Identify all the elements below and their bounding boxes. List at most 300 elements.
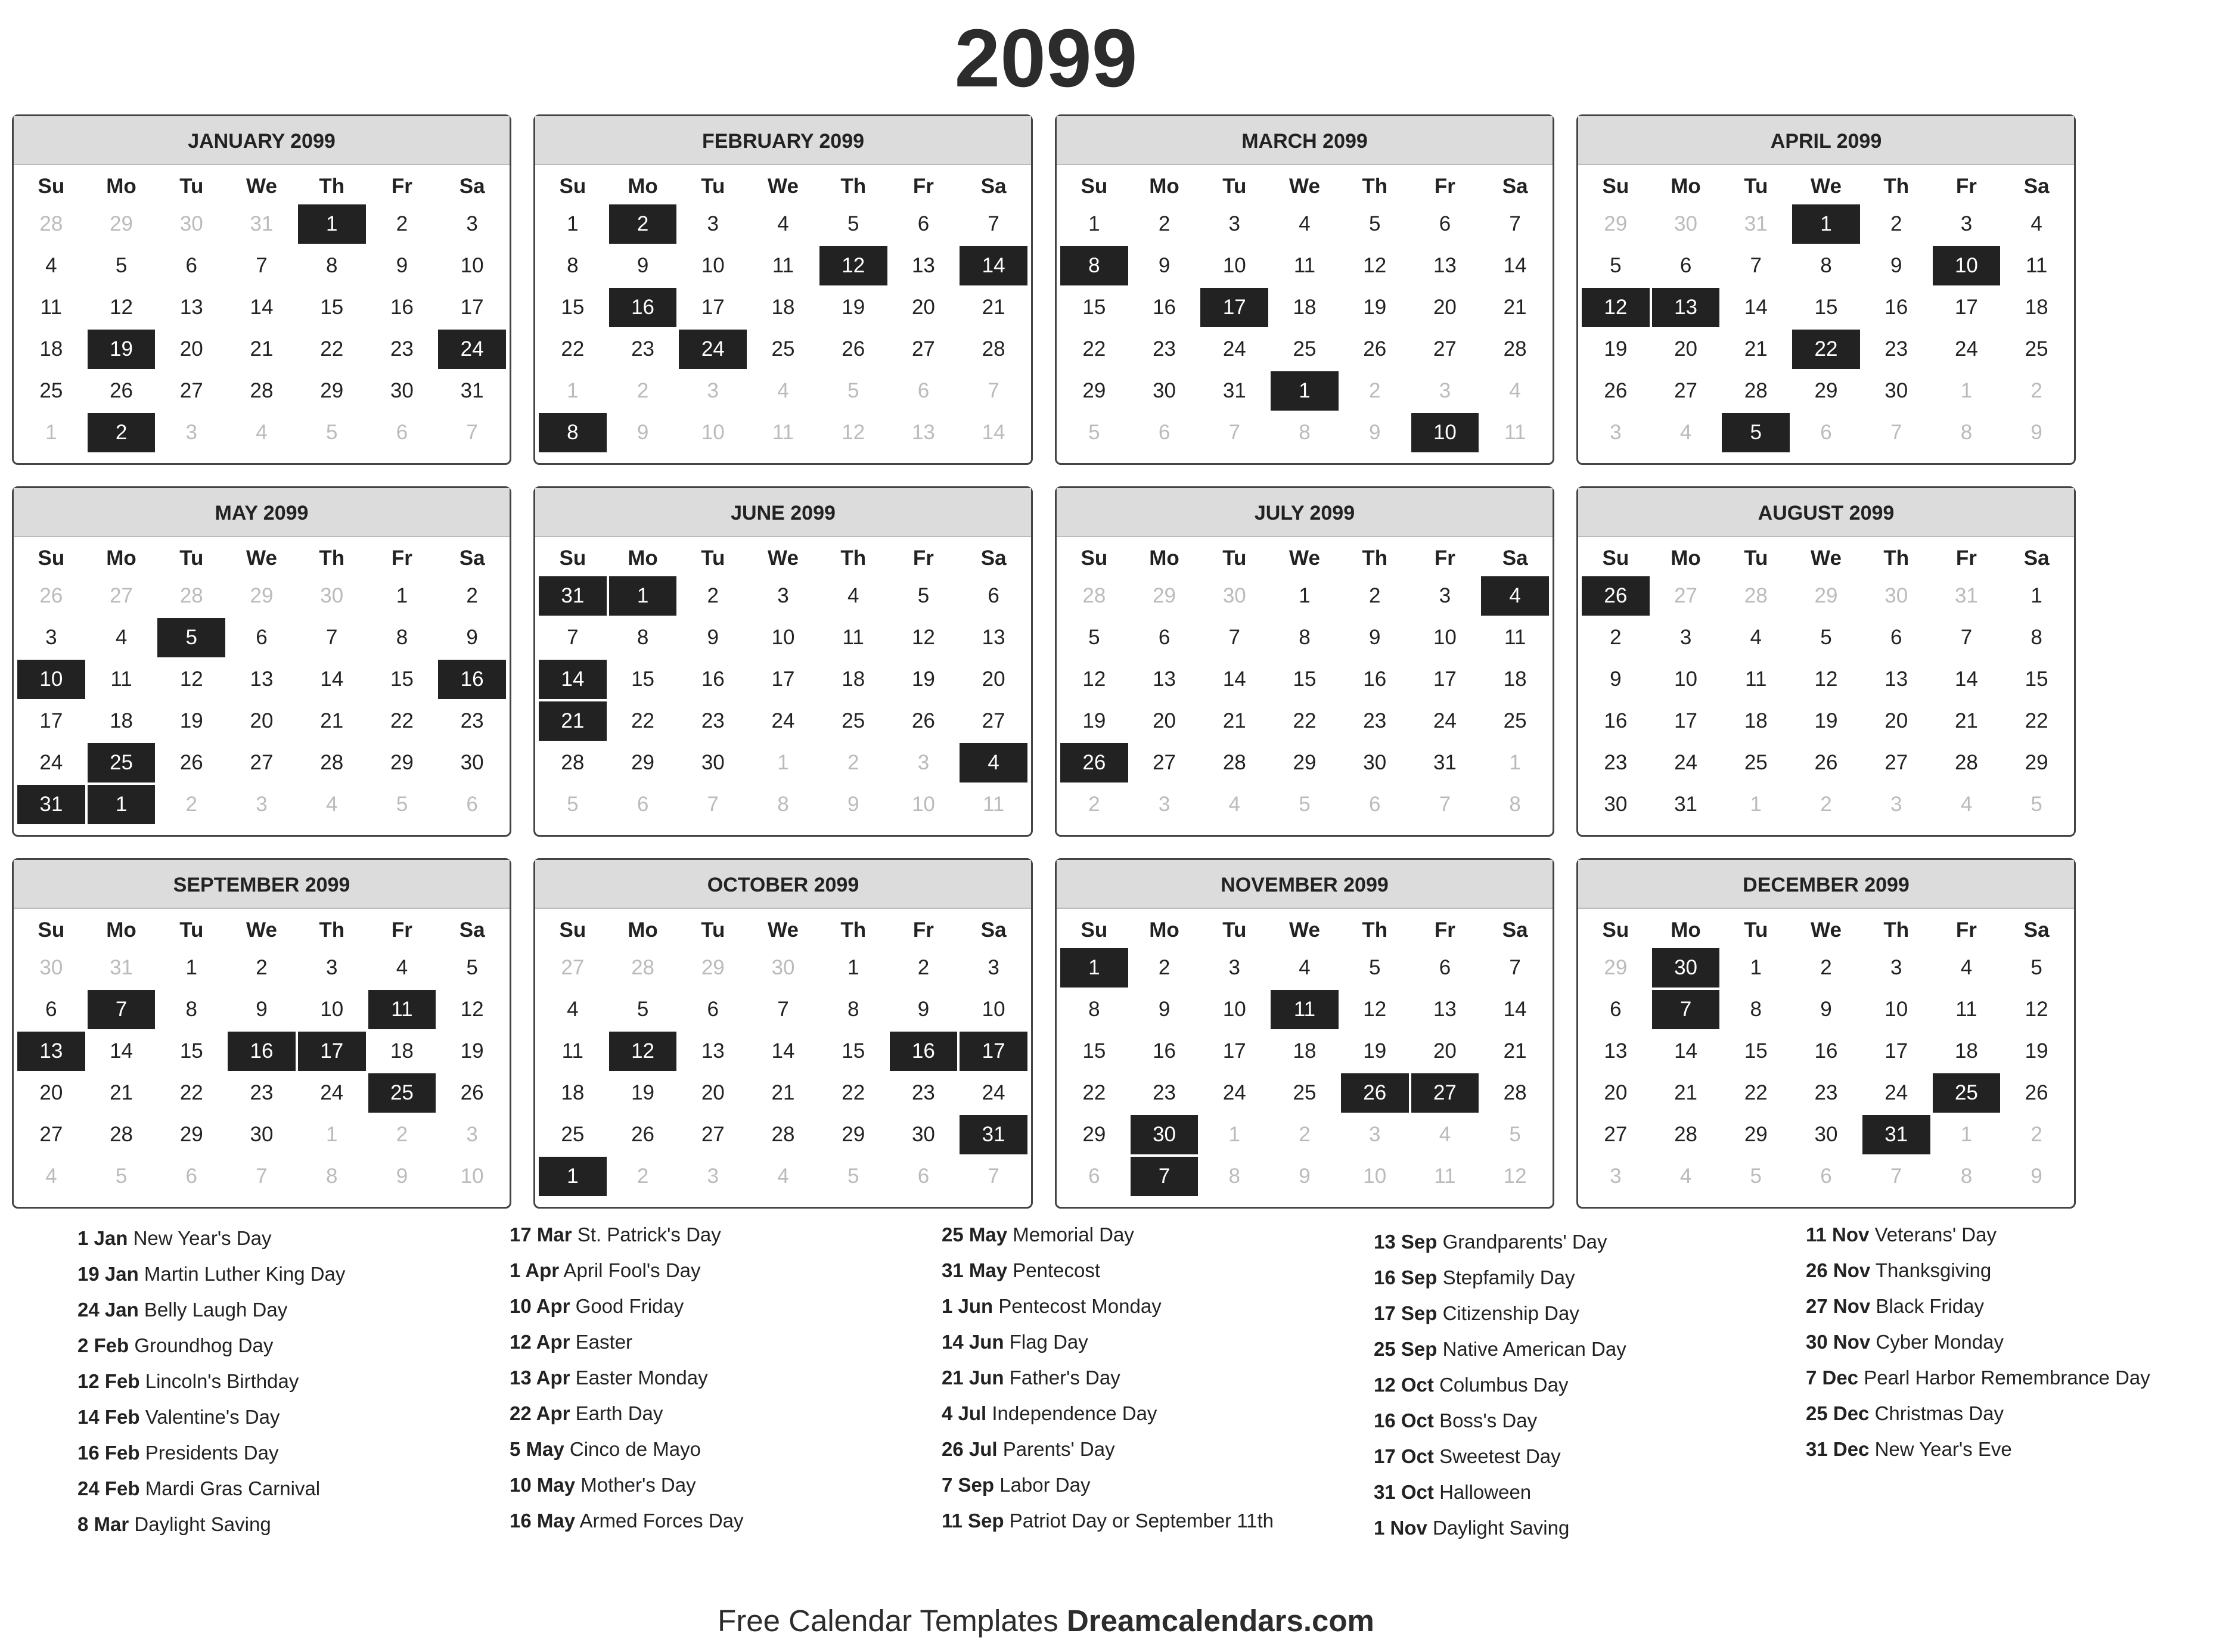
day-cell: 21	[298, 701, 366, 741]
day-cell: 20	[1411, 1032, 1479, 1071]
adjacent-day-cell: 4	[1481, 371, 1549, 411]
day-cell: 10	[1200, 990, 1268, 1029]
weekday-label: Sa	[2023, 175, 2050, 198]
day-cell: 7	[1481, 948, 1549, 988]
day-cell: 10	[749, 618, 817, 657]
holiday-day-cell: 26	[1341, 1073, 1409, 1113]
holiday-item	[1806, 1366, 2223, 1390]
day-cell: 11	[2002, 246, 2070, 285]
holiday-day-cell: 25	[368, 1073, 436, 1113]
day-cell: 20	[157, 330, 225, 369]
day-cell: 7	[228, 246, 296, 285]
adjacent-day-cell: 1	[1933, 371, 2001, 411]
holiday-date: 1 Jun	[942, 1295, 993, 1317]
adjacent-day-cell: 9	[2002, 413, 2070, 452]
weekday-label: Tu	[701, 918, 725, 942]
adjacent-day-cell: 3	[1862, 785, 1930, 824]
day-cell: 30	[368, 371, 436, 411]
day-cell: 11	[1481, 618, 1549, 657]
day-cell: 1	[2002, 576, 2070, 616]
day-cell: 28	[298, 743, 366, 782]
holiday-item	[77, 1298, 495, 1322]
day-cell: 9	[609, 246, 677, 285]
day-cell: 10	[1652, 660, 1720, 699]
holiday-day-cell: 13	[1652, 288, 1720, 327]
day-cell: 9	[1131, 246, 1199, 285]
day-cell: 19	[819, 288, 887, 327]
weekday-label: Th	[319, 918, 345, 942]
day-cell: 29	[1722, 1115, 1790, 1154]
day-cell: 2	[438, 576, 506, 616]
day-cell: 10	[1200, 246, 1268, 285]
day-cell: 25	[1481, 701, 1549, 741]
adjacent-day-cell: 1	[298, 1115, 366, 1154]
holiday-date: 11 Nov	[1806, 1224, 1870, 1246]
day-cell: 8	[298, 246, 366, 285]
day-cell: 1	[1271, 576, 1339, 616]
day-cell: 10	[438, 246, 506, 285]
day-cell: 27	[1862, 743, 1930, 782]
day-cell: 29	[1792, 371, 1860, 411]
day-cell: 23	[228, 1073, 296, 1113]
day-cell: 28	[1200, 743, 1268, 782]
day-cell: 23	[1131, 1073, 1199, 1113]
day-cell: 12	[157, 660, 225, 699]
day-cell: 27	[228, 743, 296, 782]
day-cell: 28	[960, 330, 1027, 369]
holiday-item	[1374, 1516, 1791, 1540]
holiday-name: Lincoln's Birthday	[145, 1370, 299, 1392]
day-cell: 4	[1722, 618, 1790, 657]
holiday-day-cell: 16	[438, 660, 506, 699]
day-cell: 24	[17, 743, 85, 782]
adjacent-day-cell: 1	[1481, 743, 1549, 782]
day-cell: 26	[890, 701, 958, 741]
day-cell: 20	[1131, 701, 1199, 741]
day-cell: 27	[1652, 371, 1720, 411]
adjacent-day-cell: 10	[890, 785, 958, 824]
adjacent-day-cell: 30	[1652, 204, 1720, 244]
adjacent-day-cell: 4	[1411, 1115, 1479, 1154]
day-cell: 3	[1933, 204, 2001, 244]
day-cell: 17	[1200, 1032, 1268, 1071]
day-cell: 4	[819, 576, 887, 616]
day-cell: 13	[1862, 660, 1930, 699]
weekday-label: Fr	[1434, 918, 1455, 942]
day-cell: 4	[17, 246, 85, 285]
adjacent-day-cell: 6	[609, 785, 677, 824]
holiday-day-cell: 8	[539, 413, 607, 452]
day-cell: 9	[438, 618, 506, 657]
adjacent-day-cell: 4	[1652, 1157, 1720, 1196]
day-cell: 1	[1722, 948, 1790, 988]
day-cell: 11	[1271, 246, 1339, 285]
adjacent-day-cell: 5	[88, 1157, 156, 1196]
holiday-date: 16 Feb	[77, 1442, 140, 1464]
holiday-item	[1806, 1330, 2223, 1354]
holiday-column	[510, 1223, 927, 1545]
adjacent-day-cell: 7	[960, 371, 1027, 411]
holiday-column	[1374, 1230, 1791, 1552]
holiday-day-cell: 7	[1652, 990, 1720, 1029]
adjacent-day-cell: 1	[539, 371, 607, 411]
adjacent-day-cell: 28	[1722, 576, 1790, 616]
adjacent-day-cell: 7	[960, 1157, 1027, 1196]
weekday-label: Fr	[1434, 546, 1455, 570]
weekday-label: Mo	[1671, 918, 1701, 942]
holiday-day-cell: 17	[1200, 288, 1268, 327]
day-cell: 6	[1582, 990, 1650, 1029]
day-cell: 7	[298, 618, 366, 657]
adjacent-day-cell: 1	[1933, 1115, 2001, 1154]
day-cell: 15	[609, 660, 677, 699]
day-cell: 23	[1862, 330, 1930, 369]
day-cell: 15	[298, 288, 366, 327]
adjacent-day-cell: 3	[1341, 1115, 1409, 1154]
holiday-date: 26 Nov	[1806, 1259, 1871, 1281]
holiday-item	[942, 1473, 1359, 1497]
weekday-label: Sa	[1502, 918, 1528, 942]
day-cell: 5	[609, 990, 677, 1029]
day-cell: 20	[1652, 330, 1720, 369]
holiday-name: Memorial Day	[1013, 1224, 1134, 1246]
month-grid	[1578, 537, 2074, 825]
holiday-day-cell: 24	[438, 330, 506, 369]
adjacent-day-cell: 30	[157, 204, 225, 244]
day-cell: 18	[749, 288, 817, 327]
holiday-name: April Fool's Day	[563, 1259, 701, 1281]
holiday-date: 12 Oct	[1374, 1374, 1434, 1396]
weekday-label: Su	[559, 175, 586, 198]
day-cell: 16	[1131, 288, 1199, 327]
day-cell: 29	[819, 1115, 887, 1154]
holiday-name: Boss's Day	[1439, 1409, 1538, 1431]
footer-prefix: Free Calendar Templates	[718, 1604, 1067, 1638]
day-cell: 28	[88, 1115, 156, 1154]
month-grid	[1057, 909, 1553, 1197]
holiday-day-cell: 25	[88, 743, 156, 782]
holiday-item	[77, 1226, 495, 1250]
day-cell: 18	[368, 1032, 436, 1071]
day-cell: 26	[1582, 371, 1650, 411]
day-cell: 6	[679, 990, 747, 1029]
day-cell: 25	[17, 371, 85, 411]
day-cell: 7	[960, 204, 1027, 244]
day-cell: 12	[890, 618, 958, 657]
adjacent-day-cell: 7	[438, 413, 506, 452]
adjacent-day-cell: 2	[2002, 1115, 2070, 1154]
weekday-label: We	[768, 546, 799, 570]
adjacent-day-cell: 3	[1411, 371, 1479, 411]
holiday-date: 13 Sep	[1374, 1231, 1438, 1253]
weekday-label: Sa	[459, 546, 485, 570]
holiday-day-cell: 14	[539, 660, 607, 699]
day-cell: 31	[1411, 743, 1479, 782]
holiday-date: 1 Nov	[1374, 1517, 1427, 1539]
day-cell: 14	[88, 1032, 156, 1071]
day-cell: 10	[1862, 990, 1930, 1029]
day-cell: 12	[438, 990, 506, 1029]
weekday-label: Su	[38, 546, 65, 570]
month-grid	[1578, 909, 2074, 1197]
holiday-day-cell: 19	[88, 330, 156, 369]
holiday-date: 4 Jul	[942, 1402, 987, 1424]
holiday-date: 25 Dec	[1806, 1402, 1870, 1424]
month-grid	[1578, 165, 2074, 454]
month-title: SEPTEMBER 2099	[14, 860, 510, 909]
holiday-name: Cyber Monday	[1876, 1331, 2004, 1353]
day-cell: 4	[368, 948, 436, 988]
weekday-label: We	[246, 546, 277, 570]
weekday-label: Tu	[1222, 918, 1247, 942]
adjacent-day-cell: 1	[749, 743, 817, 782]
adjacent-day-cell: 1	[17, 413, 85, 452]
holiday-item	[77, 1441, 495, 1465]
holiday-date: 7 Dec	[1806, 1367, 1859, 1389]
day-cell: 2	[1582, 618, 1650, 657]
adjacent-day-cell: 8	[1933, 413, 2001, 452]
month-grid	[14, 909, 510, 1197]
adjacent-day-cell: 29	[1582, 948, 1650, 988]
weekday-label: Fr	[1955, 546, 1977, 570]
day-cell: 5	[88, 246, 156, 285]
holiday-name: Halloween	[1439, 1481, 1532, 1503]
weekday-label: Mo	[1671, 175, 1701, 198]
day-cell: 19	[609, 1073, 677, 1113]
day-cell: 15	[1271, 660, 1339, 699]
day-cell: 27	[1411, 330, 1479, 369]
day-cell: 21	[1200, 701, 1268, 741]
day-cell: 22	[609, 701, 677, 741]
day-cell: 22	[1060, 1073, 1128, 1113]
day-cell: 7	[1200, 618, 1268, 657]
holiday-day-cell: 4	[960, 743, 1027, 782]
day-cell: 17	[1933, 288, 2001, 327]
day-cell: 13	[1411, 990, 1479, 1029]
holiday-name: Pentecost	[1013, 1259, 1101, 1281]
holiday-day-cell: 22	[1792, 330, 1860, 369]
holiday-item	[1806, 1402, 2223, 1426]
weekday-label: Su	[1081, 175, 1108, 198]
adjacent-day-cell: 2	[819, 743, 887, 782]
weekday-label: Su	[1602, 546, 1629, 570]
day-cell: 29	[609, 743, 677, 782]
weekday-label: Tu	[1222, 546, 1247, 570]
weekday-label: Mo	[106, 546, 136, 570]
holiday-item	[77, 1405, 495, 1429]
adjacent-day-cell: 8	[1481, 785, 1549, 824]
weekday-label: Fr	[912, 546, 934, 570]
weekday-label: Tu	[1744, 175, 1768, 198]
holiday-item	[942, 1509, 1359, 1533]
weekday-label: Mo	[106, 175, 136, 198]
weekday-label: Th	[319, 175, 345, 198]
holiday-name: New Year's Day	[133, 1227, 272, 1249]
weekday-label: We	[246, 918, 277, 942]
adjacent-day-cell: 11	[1411, 1157, 1479, 1196]
holiday-date: 13 Apr	[510, 1367, 570, 1389]
weekday-label: Tu	[1744, 918, 1768, 942]
weekday-label: Mo	[628, 175, 658, 198]
holiday-day-cell: 7	[88, 990, 156, 1029]
holiday-item	[510, 1473, 927, 1497]
day-cell: 16	[368, 288, 436, 327]
weekday-label: Mo	[1671, 546, 1701, 570]
holiday-item	[510, 1330, 927, 1354]
day-cell: 4	[88, 618, 156, 657]
weekday-label: Sa	[2023, 918, 2050, 942]
adjacent-day-cell: 2	[157, 785, 225, 824]
holiday-item	[510, 1223, 927, 1247]
day-cell: 30	[1792, 1115, 1860, 1154]
day-cell: 11	[88, 660, 156, 699]
weekday-label: Sa	[459, 175, 485, 198]
day-cell: 8	[1271, 618, 1339, 657]
weekday-label: Fr	[391, 918, 412, 942]
adjacent-day-cell: 10	[1341, 1157, 1409, 1196]
adjacent-day-cell: 4	[1933, 785, 2001, 824]
holiday-day-cell: 1	[298, 204, 366, 244]
day-cell: 25	[819, 701, 887, 741]
holiday-item	[77, 1370, 495, 1393]
holiday-day-cell: 27	[1411, 1073, 1479, 1113]
day-cell: 7	[749, 990, 817, 1029]
day-cell: 9	[890, 990, 958, 1029]
day-cell: 26	[1341, 330, 1409, 369]
adjacent-day-cell: 28	[157, 576, 225, 616]
day-cell: 29	[1060, 371, 1128, 411]
holiday-item	[510, 1259, 927, 1283]
adjacent-day-cell: 4	[1200, 785, 1268, 824]
holiday-day-cell: 12	[609, 1032, 677, 1071]
day-cell: 23	[1792, 1073, 1860, 1113]
holiday-name: Grandparents' Day	[1442, 1231, 1607, 1253]
holiday-name: Patriot Day or September 11th	[1009, 1510, 1274, 1532]
day-cell: 8	[2002, 618, 2070, 657]
day-cell: 30	[228, 1115, 296, 1154]
holiday-item	[510, 1437, 927, 1461]
day-cell: 5	[819, 204, 887, 244]
day-cell: 24	[1862, 1073, 1930, 1113]
day-cell: 25	[539, 1115, 607, 1154]
day-cell: 11	[749, 246, 817, 285]
adjacent-day-cell: 29	[679, 948, 747, 988]
day-cell: 4	[2002, 204, 2070, 244]
day-cell: 2	[679, 576, 747, 616]
adjacent-day-cell: 4	[749, 1157, 817, 1196]
weekday-label: Sa	[980, 918, 1007, 942]
day-cell: 15	[539, 288, 607, 327]
day-cell: 23	[609, 330, 677, 369]
day-cell: 11	[539, 1032, 607, 1071]
adjacent-day-cell: 3	[1582, 413, 1650, 452]
day-cell: 26	[157, 743, 225, 782]
adjacent-day-cell: 30	[1200, 576, 1268, 616]
day-cell: 5	[890, 576, 958, 616]
holiday-item	[942, 1437, 1359, 1461]
day-cell: 17	[1862, 1032, 1930, 1071]
weekday-label: Tu	[179, 918, 204, 942]
holiday-name: Labor Day	[999, 1474, 1091, 1496]
weekday-label: Mo	[1149, 175, 1179, 198]
holiday-date: 31 May	[942, 1259, 1008, 1281]
day-cell: 8	[539, 246, 607, 285]
month-calendar	[1055, 114, 1554, 465]
adjacent-day-cell: 4	[17, 1157, 85, 1196]
adjacent-day-cell: 4	[298, 785, 366, 824]
day-cell: 24	[1200, 1073, 1268, 1113]
adjacent-day-cell: 6	[157, 1157, 225, 1196]
day-cell: 19	[157, 701, 225, 741]
weekday-label: Sa	[1502, 175, 1528, 198]
adjacent-day-cell: 14	[960, 413, 1027, 452]
day-cell: 15	[157, 1032, 225, 1071]
day-cell: 9	[368, 246, 436, 285]
holiday-day-cell: 10	[1933, 246, 2001, 285]
day-cell: 14	[1200, 660, 1268, 699]
day-cell: 21	[1722, 330, 1790, 369]
holiday-date: 24 Jan	[77, 1299, 139, 1321]
holiday-name: Daylight Saving	[1433, 1517, 1570, 1539]
holiday-item	[942, 1223, 1359, 1247]
weekday-label: Tu	[179, 546, 204, 570]
holiday-item	[510, 1294, 927, 1318]
weekday-label: Su	[1602, 918, 1629, 942]
holiday-name: Thanksgiving	[1875, 1259, 1992, 1281]
weekday-label: Su	[38, 918, 65, 942]
holiday-date: 11 Sep	[942, 1510, 1004, 1532]
month-grid	[1057, 165, 1553, 454]
day-cell: 23	[890, 1073, 958, 1113]
adjacent-day-cell: 2	[1060, 785, 1128, 824]
weekday-label: Sa	[459, 918, 485, 942]
holiday-day-cell: 1	[1060, 948, 1128, 988]
day-cell: 3	[17, 618, 85, 657]
weekday-label: We	[1811, 175, 1842, 198]
day-cell: 6	[1131, 618, 1199, 657]
weekday-label: Su	[1602, 175, 1629, 198]
holiday-day-cell: 17	[960, 1032, 1027, 1071]
holiday-name: Valentine's Day	[145, 1406, 280, 1428]
adjacent-day-cell: 8	[1271, 413, 1339, 452]
day-cell: 17	[679, 288, 747, 327]
adjacent-day-cell: 4	[1652, 413, 1720, 452]
holiday-day-cell: 13	[17, 1032, 85, 1071]
adjacent-day-cell: 6	[890, 1157, 958, 1196]
day-cell: 4	[749, 204, 817, 244]
day-cell: 28	[228, 371, 296, 411]
holiday-day-cell: 1	[1271, 371, 1339, 411]
day-cell: 24	[1200, 330, 1268, 369]
holiday-item	[77, 1262, 495, 1286]
day-cell: 13	[157, 288, 225, 327]
day-cell: 11	[819, 618, 887, 657]
holiday-name: Pearl Harbor Remembrance Day	[1864, 1367, 2150, 1389]
weekday-label: Th	[840, 175, 867, 198]
day-cell: 13	[228, 660, 296, 699]
day-cell: 19	[1341, 1032, 1409, 1071]
weekday-label: Su	[1081, 546, 1108, 570]
month-calendar	[1055, 858, 1554, 1209]
weekday-label: Fr	[391, 175, 412, 198]
adjacent-day-cell: 31	[228, 204, 296, 244]
day-cell: 29	[1271, 743, 1339, 782]
day-cell: 7	[1933, 618, 2001, 657]
weekday-label: We	[1289, 918, 1320, 942]
holiday-date: 2 Feb	[77, 1334, 129, 1356]
holiday-date: 17 Mar	[510, 1224, 572, 1246]
footer-site[interactable]: Dreamcalendars.com	[1066, 1604, 1374, 1638]
